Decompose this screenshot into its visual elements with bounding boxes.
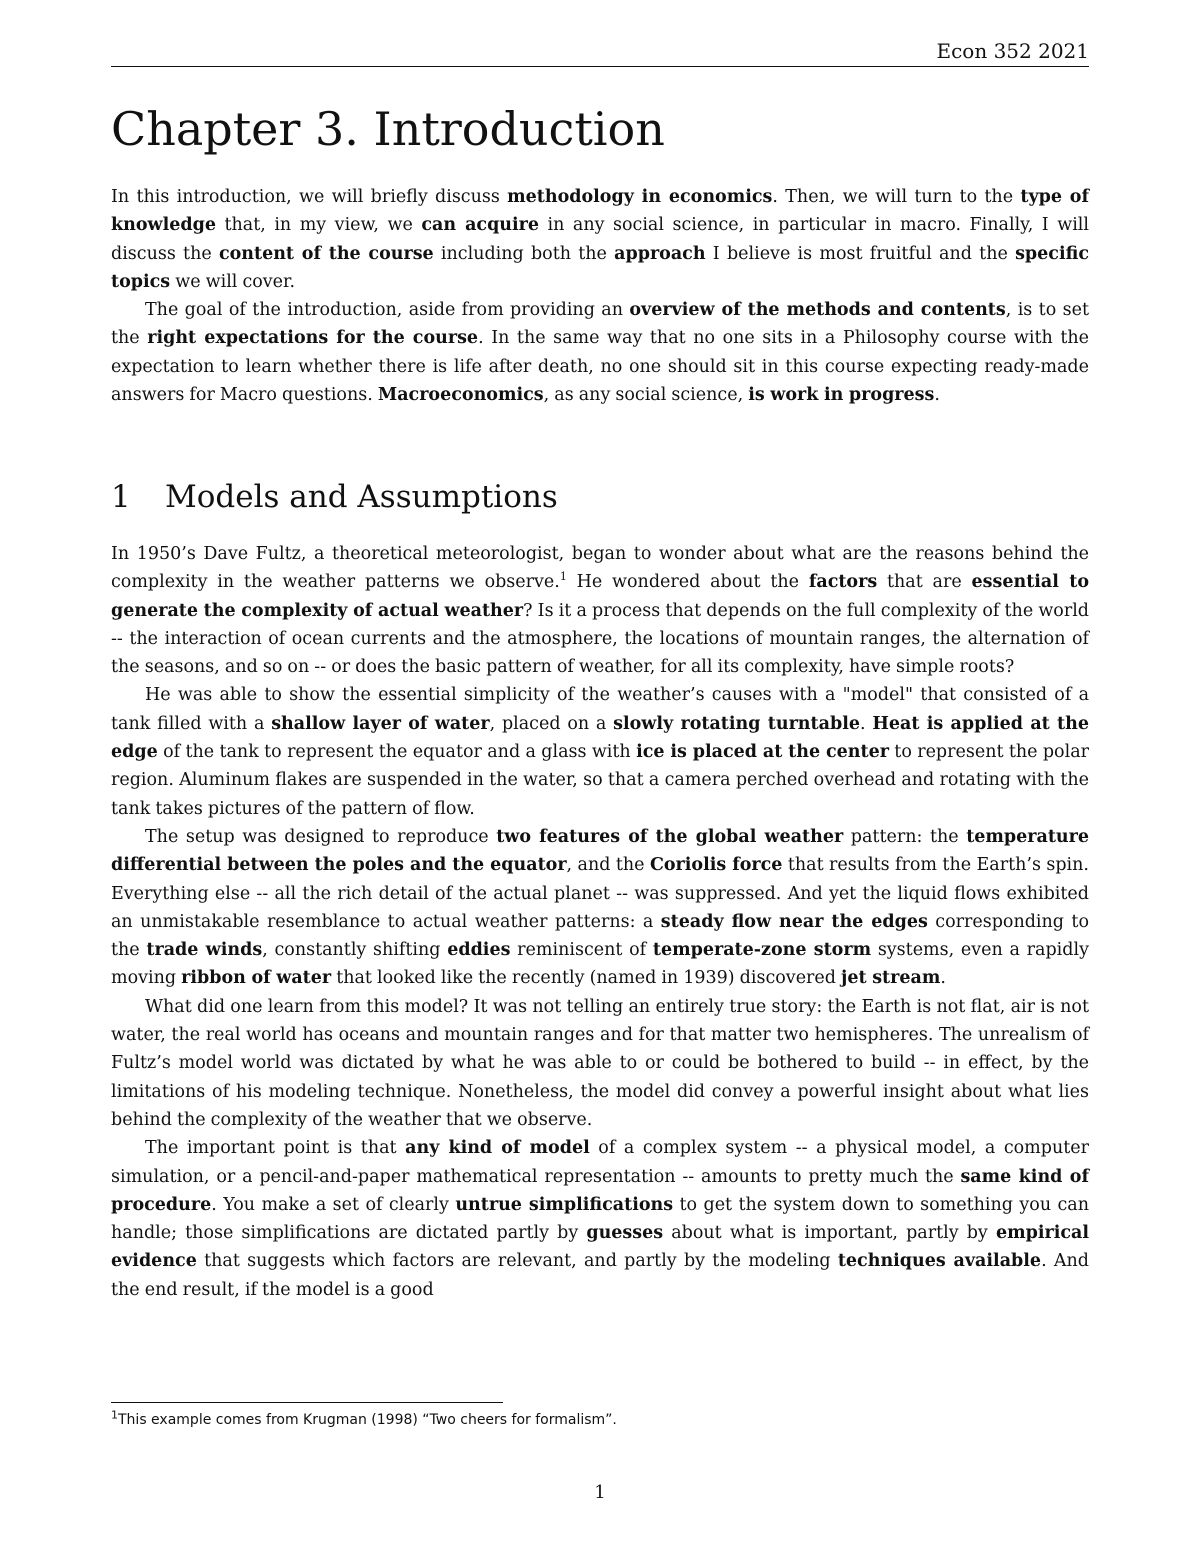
- section-paragraph-3: [111, 823, 1089, 993]
- text-run: including both the: [433, 243, 615, 264]
- emphasis: Macroeconomics: [377, 385, 544, 406]
- text-run: . You make a set of clearly: [211, 1194, 456, 1215]
- course-label: Econ 352 2021: [936, 39, 1089, 63]
- text-run: In 1950’s Dave Fultz, a theoretical meteorologist, began to wonder about what are the reasons behind the complexity in the weather patterns we observe.: [111, 544, 1089, 593]
- section-paragraph-2: [111, 681, 1089, 822]
- emphasis: jet stream: [841, 968, 941, 989]
- text-run: . Then, we will turn to the: [772, 187, 1021, 207]
- section-text: [111, 540, 1089, 1304]
- emphasis: essential to generate the complexity of actual weather: [111, 572, 1089, 621]
- section-heading: [111, 473, 558, 521]
- emphasis: trade winds: [146, 940, 263, 961]
- text-run: .: [940, 968, 946, 989]
- emphasis: Coriolis force: [649, 855, 783, 876]
- emphasis: guesses: [586, 1223, 664, 1244]
- emphasis: approach: [614, 243, 706, 264]
- emphasis: type of knowledge: [111, 187, 1089, 236]
- footnote-mark: 1: [111, 1408, 118, 1422]
- emphasis: steady flow near the edges: [660, 911, 928, 932]
- intro-paragraph-1: [111, 183, 1089, 296]
- emphasis: overview of the methods and contents: [629, 300, 1006, 321]
- emphasis: temperate-zone storm: [652, 940, 872, 961]
- chapter-title: Chapter 3. Introduction: [111, 102, 665, 156]
- text-run: we will cover.: [170, 271, 296, 292]
- emphasis: can acquire: [421, 215, 540, 236]
- section-paragraph-4: What did one learn from this model? It was not telling an entirely true story: the Earth is not flat, air is not water, the real world has oceans and mountain ranges and for that matter two hemispheres. The unrealism of Fultz’s model world was dictated by what he was able to or could be bothered to build -- in effect, by the limitations of his modeling technique. Nonetheless, the model did convey a powerful insight about what lies behind the complexity of the weather that we observe.: [111, 996, 1089, 1130]
- emphasis: same kind of procedure: [111, 1166, 1089, 1215]
- text-run: In this introduction, we will briefly discuss: [111, 187, 508, 207]
- text-run: , and the: [566, 855, 650, 876]
- text-run: in any social science, in particular in macro. Finally, I will discuss the: [111, 215, 1089, 264]
- text-run: that results from the Earth’s spin. Everything else -- all the rich detail of the actual planet -- was suppressed. And yet the liquid flows exhibited an unmistakable resemblance to actual weather patterns: a: [111, 855, 1089, 932]
- text-run: pattern: the: [843, 826, 967, 847]
- emphasis: techniques available: [837, 1251, 1042, 1272]
- text-run: systems, even a rapidly moving: [111, 940, 1089, 989]
- text-run: to represent the polar region. Aluminum flakes are suspended in the water, so that a camera perched overhead and rotating with the tank takes pictures of the pattern of flow.: [111, 742, 1089, 819]
- emphasis: methodology in economics: [507, 187, 773, 207]
- footnote-divider: [111, 1402, 503, 1403]
- text-run: I believe is most fruitful and the: [705, 243, 1016, 264]
- emphasis: shallow layer of water: [271, 713, 490, 734]
- section-title: Models and Assumptions: [165, 479, 558, 515]
- text-run: of the tank to represent the equator and a glass with: [157, 742, 637, 763]
- text-run: .: [934, 385, 940, 406]
- footnote-text: This example comes from Krugman (1998) “Two cheers for formalism”.: [118, 1412, 617, 1428]
- emphasis: two features of the global weather: [496, 826, 844, 847]
- text-run: He wondered about the: [566, 572, 809, 593]
- emphasis: slowly rotating turntable: [613, 713, 860, 734]
- emphasis: right expectations for the course: [147, 328, 479, 349]
- text-run: , is to set the: [111, 300, 1089, 349]
- text-run: that suggests which factors are relevant, and partly by the modeling: [196, 1251, 838, 1272]
- emphasis: ribbon of water: [181, 968, 332, 989]
- section-paragraph-1: [111, 540, 1089, 681]
- intro-text: [111, 183, 1089, 409]
- text-run: , as any social science,: [543, 385, 749, 406]
- text-run: of a complex system -- a physical model, a computer simulation, or a pencil-and-paper mathematical representation -- amounts to pretty much the: [111, 1138, 1089, 1187]
- text-run: . And the end result, if the model is a good: [111, 1251, 1089, 1300]
- emphasis: specific topics: [111, 243, 1089, 292]
- running-header: [111, 36, 1089, 67]
- text-run: reminiscent of: [510, 940, 653, 961]
- text-run: corresponding to the: [111, 911, 1089, 961]
- section-number: 1: [111, 479, 131, 515]
- emphasis: any kind of model: [405, 1138, 590, 1159]
- emphasis: Heat is applied at the edge: [111, 713, 1089, 763]
- text-run: that, in my view, we: [215, 215, 422, 236]
- text-run: He was able to show the essential simplicity of the weather’s causes with a "model" that consisted of a tank filled with a: [111, 685, 1089, 734]
- section-paragraph-5: [111, 1134, 1089, 1304]
- footnote-reference[interactable]: 1: [559, 570, 567, 584]
- page-number: 1: [594, 1482, 606, 1503]
- text-run: . In the same way that no one sits in a Philosophy course with the expectation to learn whether there is life after death, no one should sit in this course expecting ready-made answers for Macro questions.: [111, 328, 1089, 406]
- text-run: about what is important, partly by: [663, 1223, 996, 1244]
- text-run: .: [859, 713, 873, 734]
- text-run: that are: [877, 572, 972, 593]
- emphasis: factors: [808, 572, 878, 593]
- text-run: that looked like the recently (named in 1939) discovered: [331, 968, 842, 989]
- emphasis: empirical evidence: [111, 1223, 1089, 1272]
- intro-paragraph-2: [111, 296, 1089, 409]
- emphasis: ice is placed at the center: [636, 742, 889, 763]
- text-run: The goal of the introduction, aside from providing an: [145, 300, 630, 321]
- text-run: ? Is it a process that depends on the full complexity of the world -- the interaction of ocean currents and the atmosphere, the locations of mountain ranges, the alternation of the seasons, and so on -- or does the basic pattern of weather, for all its complexity, have simple roots?: [111, 600, 1089, 678]
- emphasis: temperature differential between the poles and the equator: [111, 826, 1090, 876]
- emphasis: eddies: [447, 940, 511, 961]
- text-run: The important point is that: [145, 1138, 406, 1159]
- footnote: [111, 1408, 1089, 1432]
- text-run: , constantly shifting: [262, 940, 448, 961]
- emphasis: content of the course: [218, 243, 434, 264]
- emphasis: untrue simplifications: [455, 1194, 674, 1215]
- text-run: , placed on a: [489, 713, 614, 734]
- emphasis: is work in progress: [748, 385, 935, 406]
- text-run: The setup was designed to reproduce: [145, 826, 497, 847]
- text-run: to get the system down to something you can handle; those simplifications are dictated partly by: [111, 1194, 1089, 1244]
